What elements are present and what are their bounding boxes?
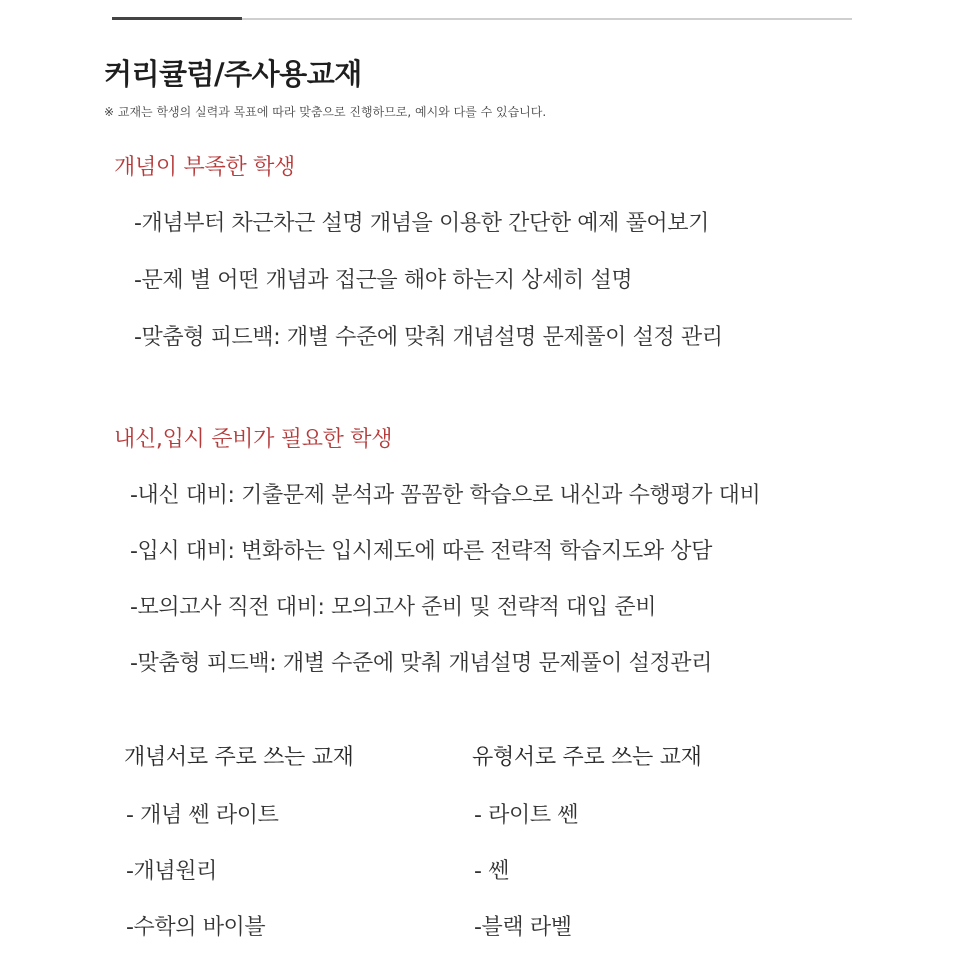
section-heading-exam-prep: 내신,입시 준비가 필요한 학생	[114, 427, 393, 452]
section-heading-concept-lacking: 개념이 부족한 학생	[114, 155, 296, 180]
list-item: -수학의 바이블	[126, 915, 266, 940]
list-item: - 쎈	[474, 859, 509, 884]
list-item: -개념부터 차근차근 설명 개념을 이용한 간단한 예제 풀어보기	[134, 211, 709, 236]
list-item: -모의고사 직전 대비: 모의고사 준비 및 전략적 대입 준비	[130, 595, 657, 620]
curriculum-note: ※ 교재는 학생의 실력과 목표에 따라 맞춤으로 진행하므로, 예시와 다를 수 있습니다.	[104, 105, 547, 119]
top-divider-accent	[112, 17, 242, 20]
top-divider	[112, 18, 852, 20]
concept-textbooks-heading: 개념서로 주로 쓰는 교재	[124, 745, 354, 770]
list-item: -개념원리	[126, 859, 217, 884]
page-title: 커리큘럼/주사용교재	[104, 57, 362, 91]
list-item: -입시 대비: 변화하는 입시제도에 따른 전략적 학습지도와 상담	[130, 539, 713, 564]
type-textbooks-heading: 유형서로 주로 쓰는 교재	[472, 745, 702, 770]
list-item: -맞춤형 피드백: 개별 수준에 맞춰 개념설명 문제풀이 설정 관리	[134, 325, 723, 350]
list-item: -내신 대비: 기출문제 분석과 꼼꼼한 학습으로 내신과 수행평가 대비	[130, 483, 761, 508]
list-item: - 개념 쎈 라이트	[126, 803, 279, 828]
list-item: -블랙 라벨	[474, 915, 572, 940]
list-item: -맞춤형 피드백: 개별 수준에 맞춰 개념설명 문제풀이 설정관리	[130, 651, 713, 676]
list-item: - 라이트 쎈	[474, 803, 579, 828]
list-item: -문제 별 어떤 개념과 접근을 해야 하는지 상세히 설명	[134, 268, 633, 293]
